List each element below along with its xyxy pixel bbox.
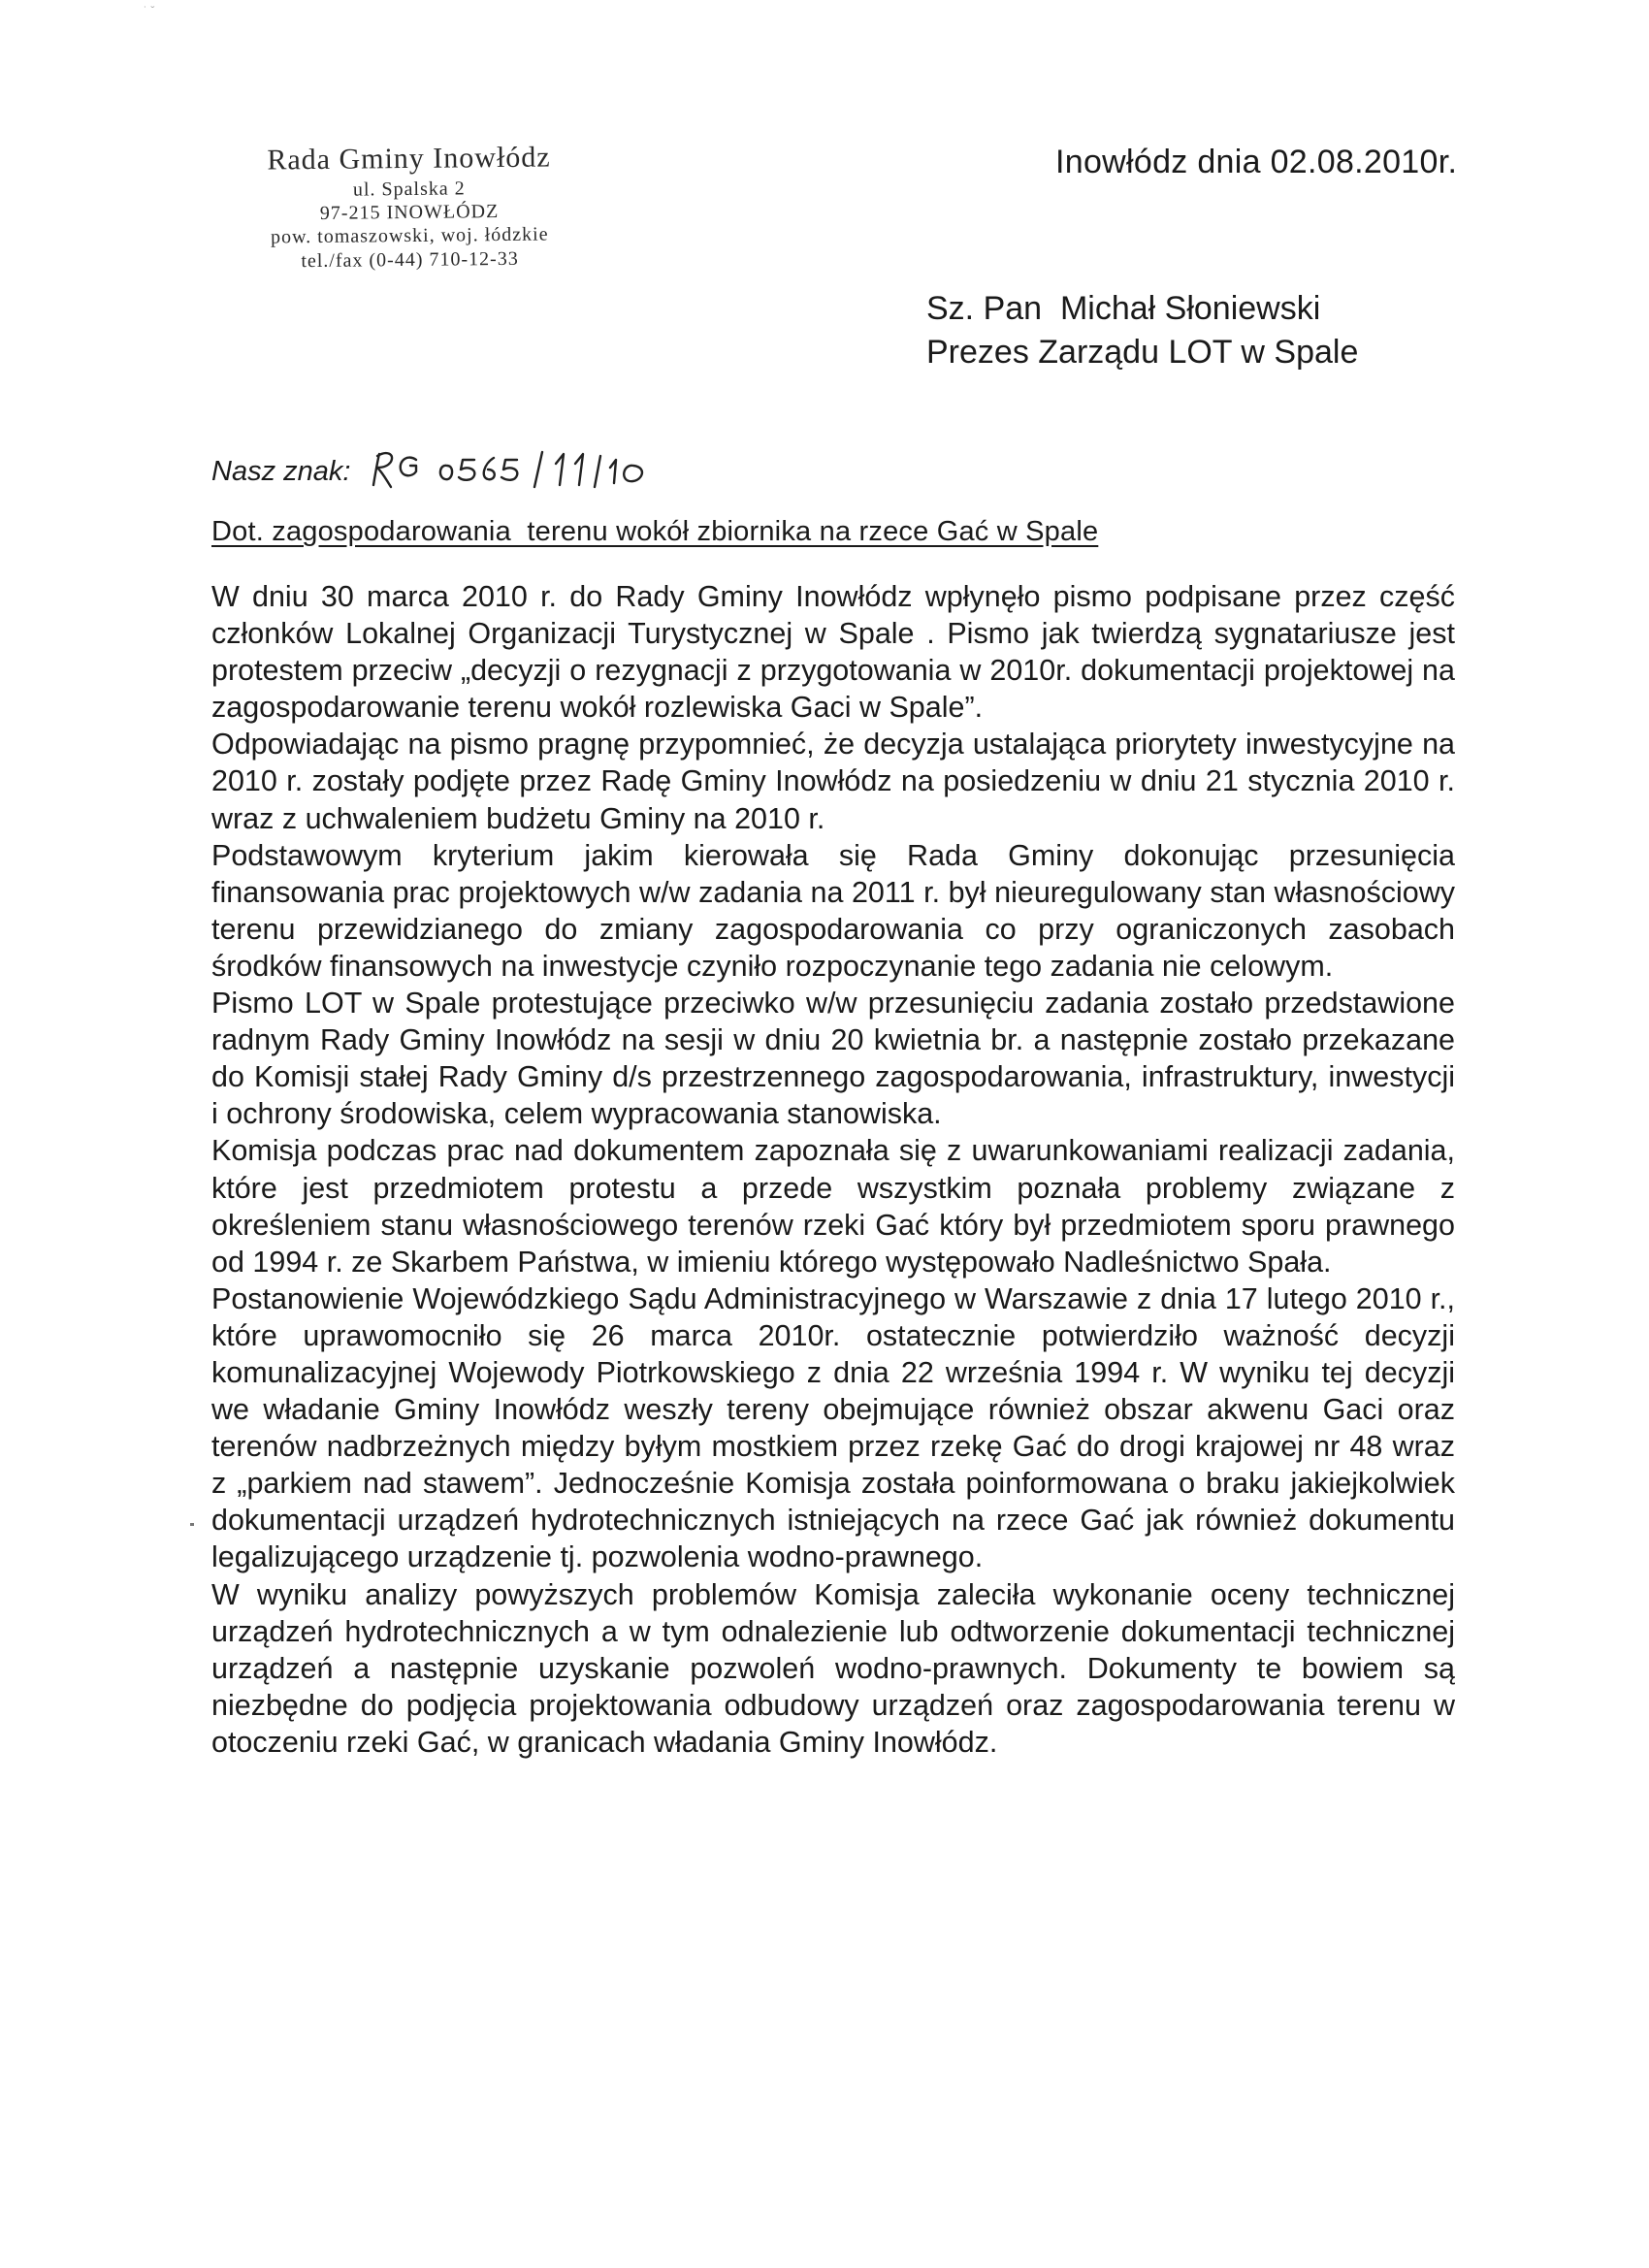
stamp-street: ul. Spalska 2	[352, 177, 466, 201]
stamp-phone: tel./fax (0-44) 710-12-33	[301, 247, 519, 272]
recipient-name: Sz. Pan Michał Słoniewski	[926, 290, 1321, 327]
recipient-block	[926, 287, 1358, 374]
paragraph: Komisja podczas prac nad dokumentem zapoznała się z uwarunkowaniami realizacji zadania, które jest przedmiotem protestu a przede wszystkim poznała problemy związane z określeniem stanu własnościowego terenów rzeki Gać który był przedmiotem sporu prawnego od 1994 r. ze Skarbem Państwa, w imieniu którego występowało Nadleśnictwo Spała.	[211, 1134, 1455, 1279]
letter-date: Inowłódz dnia 02.08.2010r.	[1055, 144, 1458, 180]
handwritten-reference	[366, 444, 657, 499]
stamp-name: Rada Gminy Inowłódz	[267, 141, 551, 177]
letterhead-stamp	[214, 140, 603, 274]
paragraph: Odpowiadając na pismo pragnę przypomnieć, że decyzja ustalająca priorytety inwestycyjne na 2010 r. zostały podjęte przez Radę Gminy Inowłódz na posiedzeniu w dniu 21 stycznia 2010 r. wraz z uchwaleniem budżetu Gminy na 2010 r.	[211, 728, 1455, 835]
reference-line	[211, 444, 657, 499]
paragraph: Pismo LOT w Spale protestujące przeciwko w/w przesunięciu zadania zostało przedstawione radnym Rady Gminy Inowłódz na sesji w dniu 20 kwietnia br. a następnie zostało przekazane do Komisji stałej Rady Gminy d/s przestrzennego zagospodarowania, infrastruktury, inwestycji i ochrony środowiska, celem wypracowania stanowiska.	[211, 987, 1455, 1131]
reference-label: Nasz znak:	[211, 455, 351, 487]
margin-mark	[190, 1523, 194, 1526]
subject-line: Dot. zagospodarowania terenu wokół zbiornika na rzece Gać w Spale	[211, 516, 1099, 547]
paragraph: W dniu 30 marca 2010 r. do Rady Gminy Inowłódz wpłynęło pismo podpisane przez część członków Lokalnej Organizacji Turystycznej w Spale . Pismo jak twierdzą sygnatariusze jest protestem przeciw „decyzji o rezygnacji z przygotowania w 2010r. dokumentacji projektowej na zagospodarowanie terenu wokół rozlewiska Gaci w Spale”.	[211, 580, 1455, 725]
letter-body	[211, 578, 1455, 1761]
stamp-district: pow. tomaszowski, woj. łódzkie	[270, 223, 549, 248]
scan-speck: ˙ ˇ	[144, 4, 155, 17]
recipient-title: Prezes Zarządu LOT w Spale	[926, 333, 1359, 371]
paragraph: Podstawowym kryterium jakim kierowała się Rada Gminy dokonując przesunięcia finansowania prac projektowych w/w zadania na 2011 r. był nieuregulowany stan własnościowy terenu przewidzianego do zmiany zagospodarowania co przy ograniczonych zasobach środków finansowych na inwestycje czyniło rozpoczynanie tego zadania nie celowym.	[211, 838, 1455, 983]
paragraph: W wyniku analizy powyższych problemów Komisja zaleciła wykonanie oceny technicznej urządzeń hydrotechnicznych a w tym odnalezienie lub odtworzenie dokumentacji technicznej urządzeń a następnie uzyskanie pozwoleń wodno-prawnych. Dokumenty te bowiem są niezbędne do podjęcia projektowania odbudowy urządzeń oraz zagospodarowania terenu w otoczeniu rzeki Gać, w granicach władania Gminy Inowłódz.	[211, 1577, 1455, 1759]
stamp-postal: 97-215 INOWŁÓDZ	[319, 201, 500, 224]
paragraph: Postanowienie Wojewódzkiego Sądu Administracyjnego w Warszawie z dnia 17 lutego 2010 r., które uprawomocniło się 26 marca 2010r. ostatecznie potwierdziło ważność decyzji komunalizacyjnej Wojewody Piotrkowskiego z dnia 22 września 1994 r. W wyniku tej decyzji we władanie Gminy Inowłódz weszły tereny obejmujące również obszar akwenu Gaci oraz terenów nadbrzeżnych między byłym mostkiem przez rzekę Gać do drogi krajowej nr 48 wraz z „parkiem nad stawem”. Jednocześnie Komisja została poinformowana o braku jakiejkolwiek dokumentacji urządzeń hydrotechnicznych istniejących na rzece Gać jak również dokumentu legalizującego urządzenie tj. pozwolenia wodno-prawnego.	[211, 1281, 1455, 1574]
